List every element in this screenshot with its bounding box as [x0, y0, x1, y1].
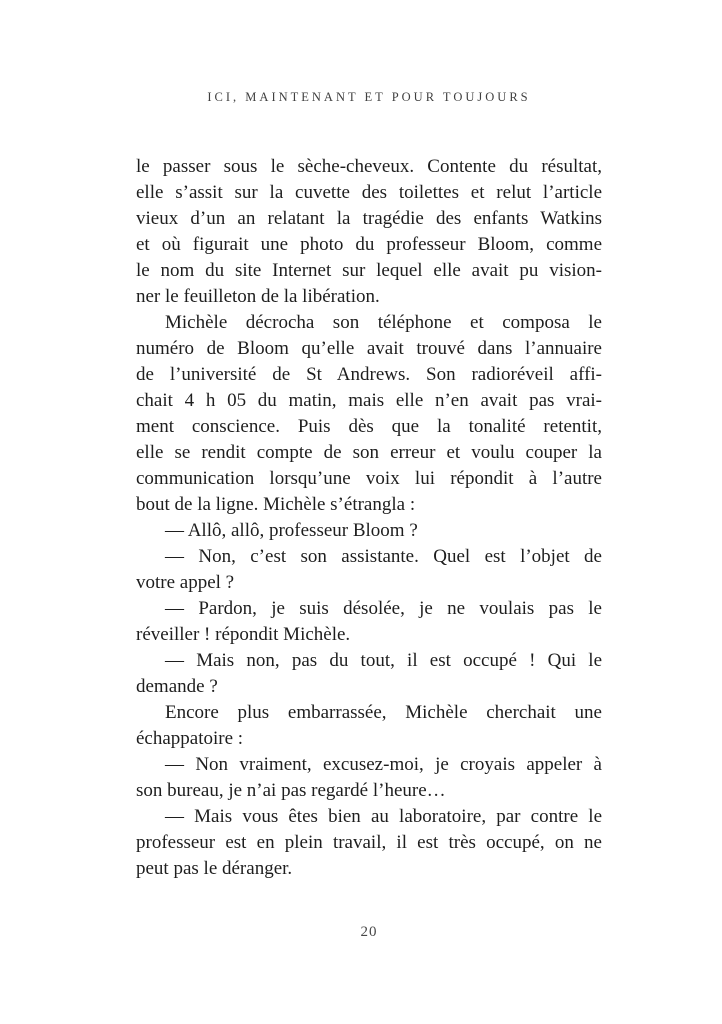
text-line: elle se rendit compte de son erreur et voulu couper la	[136, 442, 602, 463]
text-line: numéro de Bloom qu’elle avait trouvé dans l’annuaire	[136, 338, 602, 359]
text-line: ner le feuilleton de la libération.	[136, 286, 380, 307]
paragraph	[136, 700, 602, 752]
text-line: — Non vraiment, excusez-moi, je croyais appeler à	[165, 754, 602, 775]
paragraph	[136, 752, 602, 804]
text-line: — Mais non, pas du tout, il est occupé ! Qui le	[165, 650, 602, 671]
text-line: de l’université de St Andrews. Son radioréveil affi-	[136, 364, 602, 385]
paragraph	[136, 310, 602, 518]
text-line: — Mais vous êtes bien au laboratoire, par contre le	[165, 806, 602, 827]
text-line: professeur est en plein travail, il est très occupé, on ne	[136, 832, 602, 853]
text-line: demande ?	[136, 676, 218, 697]
text-line: et où figurait une photo du professeur Bloom, comme	[136, 234, 602, 255]
text-line: échappatoire :	[136, 728, 244, 749]
text-line: votre appel ?	[136, 572, 235, 593]
text-line: son bureau, je n’ai pas regardé l’heure…	[136, 780, 446, 801]
text-line: — Allô, allô, professeur Bloom ?	[165, 520, 418, 541]
paragraph	[136, 648, 602, 700]
text-line: — Pardon, je suis désolée, je ne voulais pas le	[165, 598, 602, 619]
text-line: bout de la ligne. Michèle s’étrangla :	[136, 494, 416, 515]
paragraph	[136, 596, 602, 648]
text-line: — Non, c’est son assistante. Quel est l’objet de	[165, 546, 602, 567]
text-line: réveiller ! répondit Michèle.	[136, 624, 351, 645]
text-line: communication lorsqu’une voix lui répondit à l’autre	[136, 468, 602, 489]
text-line: elle s’assit sur la cuvette des toilettes et relut l’article	[136, 182, 602, 203]
page-number: 20	[360, 924, 378, 940]
text-line: Encore plus embarrassée, Michèle cherchait une	[165, 702, 602, 723]
paragraph	[136, 804, 602, 882]
text-block	[136, 154, 602, 882]
text-line: le passer sous le sèche-cheveux. Contente du résultat,	[136, 156, 602, 177]
text-line: ment conscience. Puis dès que la tonalité retentit,	[136, 416, 602, 437]
text-line: vieux d’un an relatant la tragédie des enfants Watkins	[136, 208, 602, 229]
text-line: le nom du site Internet sur lequel elle avait pu vision-	[136, 260, 602, 281]
text-line: Michèle décrocha son téléphone et composa le	[165, 312, 602, 333]
text-line: chait 4 h 05 du matin, mais elle n’en avait pas vrai-	[136, 390, 602, 411]
paragraph	[136, 154, 602, 310]
text-line: peut pas le déranger.	[136, 858, 293, 879]
paragraph	[136, 544, 602, 596]
paragraph	[136, 518, 602, 544]
running-header: ICI, MAINTENANT ET POUR TOUJOURS	[207, 90, 531, 104]
